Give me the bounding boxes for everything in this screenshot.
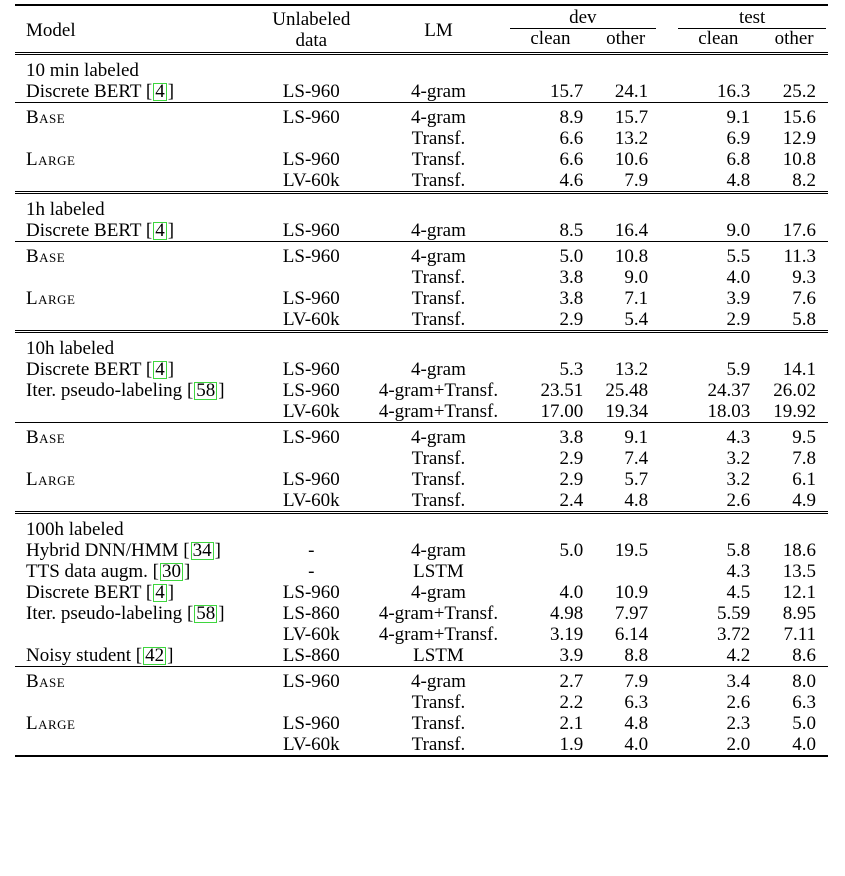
cell-model: Iter. pseudo-labeling [ 58 ] (26, 603, 225, 624)
cell-model (15, 490, 253, 513)
cell-test-clean: 9.0 (726, 220, 751, 241)
cell-dev-clean: 2.9 (559, 309, 584, 330)
table-row (15, 220, 828, 242)
cell-unlabeled: LV-60k (282, 170, 340, 191)
cell-dev-other (593, 561, 658, 582)
cell-test-other: 4.9 (792, 490, 816, 511)
cell-dev-other: 4.8 (624, 713, 649, 734)
table-row (15, 561, 828, 582)
table-header (15, 5, 828, 54)
table-row (15, 309, 828, 332)
cell-model (15, 624, 253, 645)
cell-model (15, 423, 253, 449)
cell-dev-other: 15.7 (593, 103, 658, 129)
cell-lm: Transf. (411, 309, 466, 330)
cell-lm: Transf. (411, 288, 466, 309)
cell-model (15, 448, 253, 469)
cell-test-clean: 4.8 (726, 170, 751, 191)
cell-dev-clean: 17.00 (540, 401, 584, 422)
cell-test-clean: 3.2 (726, 448, 751, 469)
cell-test-other: 4.0 (760, 734, 828, 756)
section-title: 100h labeled (15, 513, 828, 541)
cell-lm: 4-gram (411, 540, 466, 561)
cell-test-clean: 2.6 (726, 692, 751, 713)
model-name: Discrete BERT (26, 220, 142, 241)
test-clean-header: clean (698, 28, 739, 49)
test-label: test (678, 8, 826, 29)
cell-test-other: 6.3 (792, 692, 816, 713)
cell-dev-clean: 6.6 (559, 149, 584, 170)
cell-model: Discrete BERT [ 4 ] (26, 582, 175, 603)
table-row (15, 288, 828, 309)
model-name: Discrete BERT (26, 582, 142, 603)
table-row (15, 359, 828, 380)
cell-lm: Transf. (411, 692, 466, 713)
model-name: Discrete BERT (26, 81, 142, 102)
cell-dev-clean: 4.0 (559, 582, 584, 603)
table-row (15, 692, 828, 713)
section-title: 10h labeled (15, 332, 828, 360)
cell-test-clean: 2.0 (676, 734, 760, 756)
cell-test-other: 19.92 (773, 401, 816, 422)
cell-dev-clean: 5.0 (508, 242, 594, 268)
cell-lm: 4-gram (369, 103, 507, 129)
table-row (15, 734, 828, 756)
cell-dev-other: 5.7 (624, 469, 649, 490)
cell-lm: 4-gram (411, 81, 466, 102)
citation-link[interactable]: 30 (161, 561, 181, 582)
table-row (15, 103, 828, 129)
cell-test-other: 18.6 (782, 540, 816, 561)
cell-dev-clean: 5.0 (559, 540, 584, 561)
cell-model (15, 288, 253, 309)
cell-dev-other: 24.1 (614, 81, 649, 102)
cell-dev-other: 7.9 (624, 170, 649, 191)
model-name: Base (26, 107, 66, 128)
cell-dev-other: 4.8 (624, 490, 649, 511)
cell-unlabeled: LS-860 (282, 645, 340, 666)
cell-lm: 4-gram (369, 667, 507, 693)
table-body (15, 54, 828, 757)
cell-test-other: 12.9 (782, 128, 816, 149)
cell-dev-clean: 3.8 (559, 267, 584, 288)
cell-test-clean: 2.6 (726, 490, 751, 511)
table-row (15, 713, 828, 734)
cell-lm: Transf. (369, 734, 507, 756)
dev-group-header (508, 5, 659, 29)
table-row (15, 624, 828, 645)
cell-dev-clean: 5.3 (559, 359, 584, 380)
model-name: TTS data augm. (26, 561, 148, 582)
cell-lm: Transf. (411, 149, 466, 170)
cell-lm: Transf. (411, 713, 466, 734)
cell-lm: Transf. (411, 469, 466, 490)
cell-lm: Transf. (411, 170, 466, 191)
cell-dev-other: 7.97 (614, 603, 649, 624)
cell-lm: Transf. (411, 490, 466, 511)
cell-dev-clean: 23.51 (540, 380, 584, 401)
cell-unlabeled: LV-60k (282, 624, 340, 645)
cell-unlabeled: LS-960 (282, 149, 340, 170)
cell-test-clean: 3.9 (726, 288, 751, 309)
cell-unlabeled: LS-960 (282, 288, 340, 309)
cell-lm: LSTM (413, 561, 464, 582)
cell-test-clean: 4.2 (726, 645, 751, 666)
cell-model (15, 267, 253, 288)
cell-lm: 4-gram (411, 582, 466, 603)
cell-model: TTS data augm. [ 30 ] (26, 561, 191, 582)
cell-test-other: 25.2 (782, 81, 816, 102)
cell-unlabeled: - (308, 540, 315, 561)
cell-model (15, 128, 253, 149)
cell-test-other: 7.8 (792, 448, 816, 469)
table-row (15, 149, 828, 170)
cell-lm: Transf. (411, 128, 466, 149)
cell-unlabeled (253, 448, 369, 469)
cell-lm: LSTM (413, 645, 464, 666)
cell-test-other: 17.6 (782, 220, 816, 241)
cell-test-other: 15.6 (760, 103, 828, 129)
cell-lm: 4-gram+Transf. (378, 401, 499, 422)
cell-test-other: 6.1 (792, 469, 816, 490)
citation-link[interactable]: 58 (196, 380, 216, 401)
cell-dev-clean: 3.8 (508, 423, 594, 449)
cell-unlabeled: LS-960 (282, 220, 340, 241)
cell-unlabeled (253, 692, 369, 713)
model-name: Base (26, 246, 66, 267)
cell-dev-other: 25.48 (605, 380, 649, 401)
cell-model (15, 667, 253, 693)
cell-test-clean: 5.8 (726, 540, 751, 561)
cell-dev-clean: 4.98 (550, 603, 584, 624)
cell-lm: 4-gram+Transf. (378, 603, 499, 624)
model-name: Iter. pseudo-labeling (26, 380, 183, 401)
cell-test-other: 26.02 (773, 380, 816, 401)
test-other-header: other (774, 28, 814, 49)
cell-model: Hybrid DNN/HMM [ 34 ] (26, 540, 221, 561)
cell-test-clean: 5.5 (676, 242, 760, 268)
dev-label: dev (510, 8, 657, 29)
cell-test-other: 14.1 (782, 359, 816, 380)
cell-dev-other: 9.1 (593, 423, 658, 449)
cell-dev-other: 10.9 (614, 582, 649, 603)
cell-test-clean: 5.59 (716, 603, 751, 624)
cell-test-clean: 18.03 (707, 401, 751, 422)
cell-unlabeled: LS-960 (253, 423, 369, 449)
cell-model (15, 734, 253, 756)
cell-test-other: 8.2 (792, 170, 816, 191)
cell-test-clean: 24.37 (707, 380, 751, 401)
cell-test-clean: 6.9 (726, 128, 751, 149)
cell-lm: 4-gram+Transf. (378, 624, 499, 645)
cell-dev-clean: 8.9 (508, 103, 594, 129)
cell-dev-other: 7.4 (624, 448, 649, 469)
cell-dev-other: 6.14 (614, 624, 649, 645)
model-name: Large (26, 149, 76, 170)
citation-link[interactable]: 4 (155, 220, 165, 241)
cell-unlabeled (253, 267, 369, 288)
cell-dev-clean: 2.1 (559, 713, 584, 734)
cell-dev-other: 16.4 (614, 220, 649, 241)
cell-dev-clean: 2.4 (559, 490, 584, 511)
model-name: Hybrid DNN/HMM (26, 540, 179, 561)
cell-test-other: 8.95 (782, 603, 816, 624)
cell-test-clean: 9.1 (676, 103, 760, 129)
cell-dev-other: 4.0 (593, 734, 658, 756)
model-name: Iter. pseudo-labeling (26, 603, 183, 624)
cell-dev-clean: 2.9 (559, 448, 584, 469)
cell-unlabeled: LS-960 (282, 380, 340, 401)
cell-test-other: 7.6 (792, 288, 816, 309)
section-title-row (15, 332, 828, 360)
cell-lm: 4-gram+Transf. (378, 380, 499, 401)
cell-test-other: 5.0 (792, 713, 816, 734)
cell-model (15, 309, 253, 332)
cell-model: Discrete BERT [ 4 ] (26, 359, 175, 380)
cell-test-clean: 3.2 (726, 469, 751, 490)
col-model-header: Model (15, 5, 253, 54)
table-row (15, 645, 828, 667)
cell-unlabeled: LV-60k (282, 309, 340, 330)
cell-dev-clean: 2.7 (508, 667, 594, 693)
cell-model: Discrete BERT [ 4 ] (26, 81, 175, 102)
cell-dev-clean: 2.2 (559, 692, 584, 713)
cell-unlabeled: LS-860 (282, 603, 340, 624)
citation-link[interactable]: 34 (192, 540, 212, 561)
cell-test-other: 11.3 (760, 242, 828, 268)
cell-unlabeled: LS-960 (282, 713, 340, 734)
cell-lm: Transf. (411, 267, 466, 288)
cell-model (15, 242, 253, 268)
dev-clean-header: clean (530, 28, 571, 49)
table-row (15, 401, 828, 423)
citation-link[interactable]: 4 (155, 359, 165, 380)
cell-test-clean: 4.3 (676, 423, 760, 449)
cell-dev-clean: 1.9 (508, 734, 594, 756)
cell-dev-clean (508, 561, 594, 582)
col-unlabeled-header (253, 5, 369, 54)
cell-unlabeled (253, 128, 369, 149)
cell-test-other: 5.8 (792, 309, 816, 330)
model-name: Discrete BERT (26, 359, 142, 380)
cell-test-other: 12.1 (782, 582, 816, 603)
test-group-header (676, 5, 828, 29)
cell-test-clean: 16.3 (716, 81, 751, 102)
citation-link[interactable]: 4 (155, 582, 165, 603)
cell-test-other: 9.3 (792, 267, 816, 288)
model-name: Large (26, 288, 76, 309)
table-row (15, 380, 828, 401)
unlabeled-header-line2: data (295, 30, 328, 51)
cell-dev-clean: 8.5 (559, 220, 584, 241)
cell-test-clean: 2.3 (726, 713, 751, 734)
cell-model (15, 170, 253, 193)
cell-dev-clean: 3.8 (559, 288, 584, 309)
cell-test-clean: 5.9 (726, 359, 751, 380)
cell-dev-other: 8.8 (624, 645, 649, 666)
cell-model: Discrete BERT [ 4 ] (26, 220, 175, 241)
table-row (15, 423, 828, 449)
table-row (15, 490, 828, 513)
table-row (15, 242, 828, 268)
cell-lm: 4-gram (369, 423, 507, 449)
cell-test-other: 8.6 (792, 645, 816, 666)
cell-dev-clean: 4.6 (559, 170, 584, 191)
cell-test-other: 13.5 (782, 561, 816, 582)
cell-dev-clean: 6.6 (559, 128, 584, 149)
cell-unlabeled: LV-60k (282, 490, 340, 511)
unlabeled-header-line1: Unlabeled (272, 9, 351, 30)
cell-test-clean: 3.4 (676, 667, 760, 693)
cell-model (15, 469, 253, 490)
cell-dev-other: 13.2 (614, 359, 649, 380)
citation-link[interactable]: 42 (145, 645, 165, 666)
cell-dev-other: 19.34 (605, 401, 649, 422)
cell-model (15, 713, 253, 734)
cell-dev-other: 9.0 (624, 267, 649, 288)
table-row (15, 170, 828, 193)
cell-dev-clean: 15.7 (550, 81, 584, 102)
table-row (15, 667, 828, 693)
model-name: Base (26, 671, 66, 692)
section-title-row (15, 513, 828, 541)
table-row (15, 267, 828, 288)
table-row (15, 448, 828, 469)
cell-test-clean: 4.0 (726, 267, 751, 288)
model-name: Large (26, 713, 76, 734)
model-name: Noisy student (26, 645, 132, 666)
header-row-top (15, 5, 828, 29)
cell-unlabeled: LV-60k (282, 401, 340, 422)
cell-dev-other: 6.3 (624, 692, 649, 713)
cell-unlabeled: LS-960 (282, 359, 340, 380)
cell-test-other: 8.0 (760, 667, 828, 693)
cell-unlabeled: LS-960 (282, 81, 340, 102)
cell-model (15, 401, 253, 423)
section-title: 1h labeled (15, 193, 828, 221)
model-name: Base (26, 427, 66, 448)
cell-unlabeled: LS-960 (282, 469, 340, 490)
cell-dev-other: 19.5 (614, 540, 649, 561)
cell-dev-clean: 2.9 (559, 469, 584, 490)
cell-lm: 4-gram (369, 242, 507, 268)
cell-lm: Transf. (411, 448, 466, 469)
section-title-row (15, 193, 828, 221)
table-row (15, 128, 828, 149)
cell-lm: 4-gram (411, 359, 466, 380)
table-row (15, 603, 828, 624)
cell-dev-clean: 3.9 (559, 645, 584, 666)
cell-test-other: 9.5 (760, 423, 828, 449)
dev-other-header: other (606, 28, 646, 49)
cell-dev-other: 7.9 (593, 667, 658, 693)
citation-link[interactable]: 58 (196, 603, 216, 624)
cell-model (15, 692, 253, 713)
cell-dev-other: 5.4 (624, 309, 649, 330)
section-title-row (15, 54, 828, 82)
col-lm-header: LM (369, 5, 507, 54)
cell-test-other: 10.8 (782, 149, 816, 170)
table-row (15, 81, 828, 103)
cell-test-clean: 6.8 (726, 149, 751, 170)
cell-unlabeled: LS-960 (282, 582, 340, 603)
table-row (15, 469, 828, 490)
cell-unlabeled: LS-960 (253, 242, 369, 268)
results-table (15, 4, 828, 757)
cell-dev-other: 13.2 (614, 128, 649, 149)
cell-unlabeled: LS-960 (253, 667, 369, 693)
model-name: Large (26, 469, 76, 490)
table-row (15, 540, 828, 561)
cell-lm: 4-gram (411, 220, 466, 241)
cell-dev-clean: 3.19 (550, 624, 584, 645)
cell-test-other: 7.11 (783, 624, 816, 645)
cell-test-clean: 3.72 (716, 624, 751, 645)
citation-link[interactable]: 4 (155, 81, 165, 102)
table-row (15, 582, 828, 603)
cell-test-clean: 4.5 (726, 582, 751, 603)
cell-test-clean: 2.9 (726, 309, 751, 330)
cell-model (15, 103, 253, 129)
cell-model: Iter. pseudo-labeling [ 58 ] (26, 380, 225, 401)
cell-dev-other: 10.8 (593, 242, 658, 268)
cell-unlabeled: - (308, 561, 315, 582)
cell-dev-other: 10.6 (614, 149, 649, 170)
cell-model: Noisy student [ 42 ] (26, 645, 174, 666)
section-title: 10 min labeled (15, 54, 828, 82)
cell-model (15, 149, 253, 170)
cell-test-clean: 4.3 (726, 561, 751, 582)
cell-dev-other: 7.1 (624, 288, 649, 309)
cell-unlabeled: LV-60k (253, 734, 369, 756)
cell-unlabeled: LS-960 (253, 103, 369, 129)
